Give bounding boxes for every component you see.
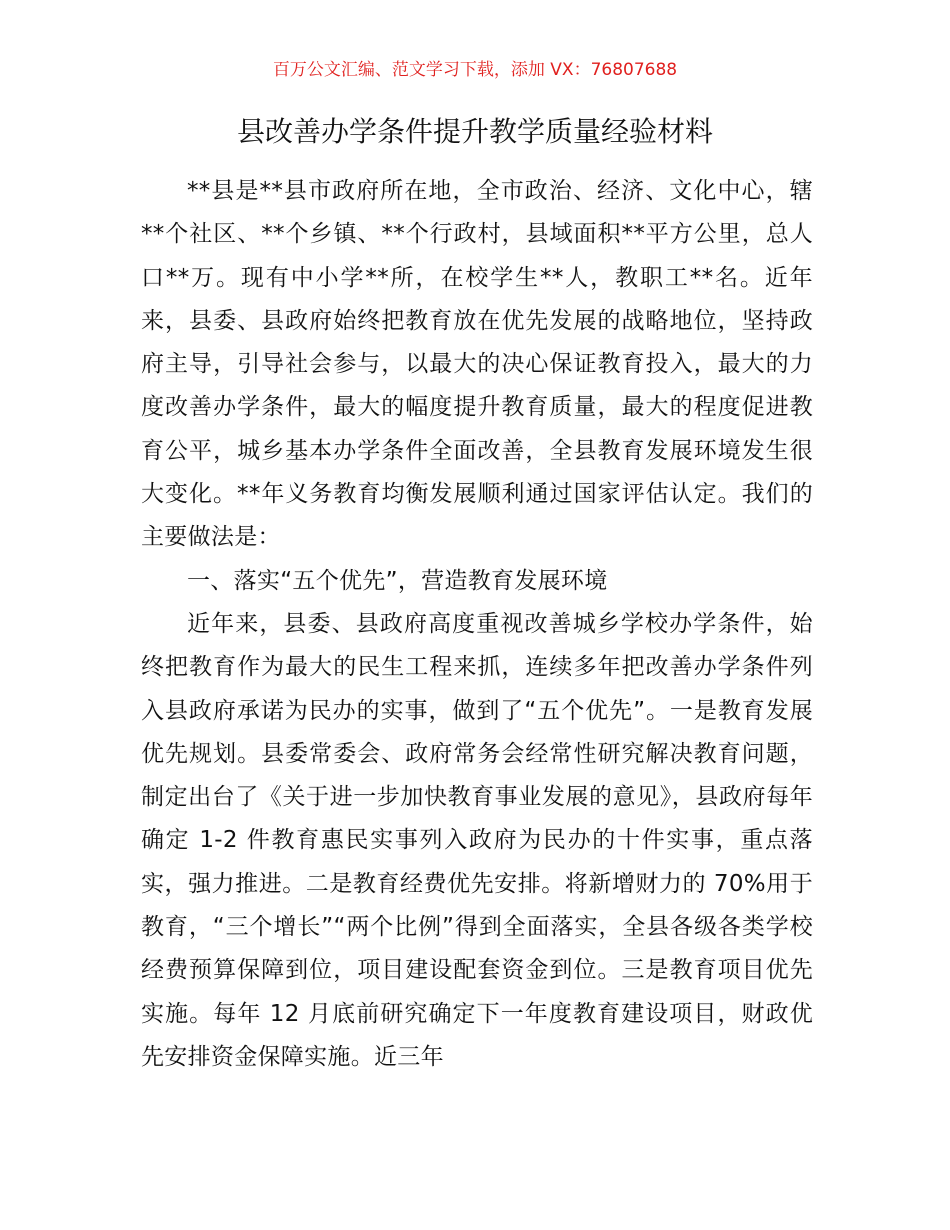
section-paragraph: 近年来，县委、县政府高度重视改善城乡学校办学条件，始终把教育作为最大的民生工程来抓，连续多年把改善办学条件列入县政府承诺为民办的实事，做到了“五个优先”。一是教育发展优先规划。县委常委会、政府常务会经常性研究解决教育问题，制定出台了《关于进一步加快教育事业发展的意见》，县政府每年确定 1-2 件教育惠民实事列入政府为民办的十件实事，重点落实，强力推进。二是教育经费优先安排。将新增财力的 70%用于教育，“三个增长”“两个比例”得到全面落实，全县各级各类学校经费预算保障到位，项目建设配套资金到位。三是教育项目优先实施。每年 12 月底前研究确定下一年度教育建设项目，财政优先安排资金保障实施。近三年: [141, 610, 813, 1070]
section-heading: 一、落实“五个优先”，营造教育发展环境: [187, 567, 608, 594]
intro-paragraph: **县是**县市政府所在地，全市政治、经济、文化中心，辖**个社区、**个乡镇、**个行政村，县域面积**平方公里，总人口**万。现有中小学**所，在校学生**人，教职工**名。近年来，县委、县政府始终把教育放在优先发展的战略地位，坚持政府主导，引导社会参与，以最大的决心保证教育投入，最大的力度改善办学条件，最大的幅度提升教育质量，最大的程度促进教育公平，城乡基本办学条件全面改善，全县教育发展环境发生很大变化。**年义务教育均衡发展顺利通过国家评估认定。我们的主要做法是：: [141, 178, 813, 551]
document-body: [141, 170, 813, 1079]
header-promo-text: 百万公文汇编、范文学习下载，添加 VX：76807688: [272, 60, 678, 80]
document-title: 县改善办学条件提升教学质量经验材料: [236, 115, 713, 148]
